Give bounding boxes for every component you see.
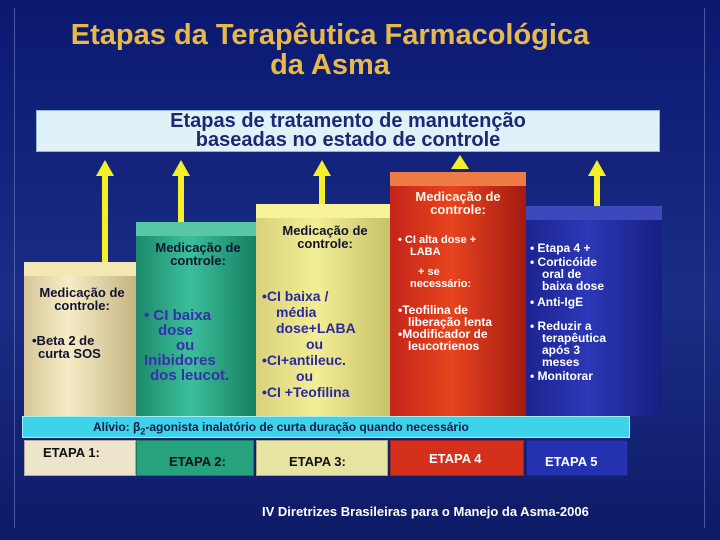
step-3-label: ETAPA 3: [256,440,388,476]
arrow-step-3 [313,160,331,204]
step-5-label: ETAPA 5 [526,440,628,476]
maintenance-banner [36,110,660,152]
slide-title-line-1: Etapas da Terapêutica Farmacológica [70,19,590,51]
step-5-body: • Etapa 4 + • Corticóide oral de baixa dose • Anti-IgE • Reduzir a terapêutica após 3 meses • Monitorar [530,241,607,383]
step-2-header: Medicação de controle: [155,240,241,268]
arrow-step-2 [172,160,190,222]
frame-line-right [704,8,705,528]
step-4-header: Medicação de controle: [415,189,501,217]
step-1-column [24,262,136,416]
step-3-header: Medicação de controle: [282,223,368,251]
relief-subscript: 2 [140,426,146,437]
relief-suffix: -agonista inalatório de curta duração quando necessário [145,420,469,434]
banner-line-2: baseadas no estado de controle [195,129,501,151]
relief-bar [22,416,630,438]
step-4-column [390,172,526,416]
step-2-label: ETAPA 2: [136,440,254,476]
slide-title [0,20,660,80]
step-1-header: Medicação de controle: [39,285,125,313]
step-2-body: • CI baixa dose ou Inibidores dos leucot. [144,307,230,384]
arrow-step-4 [451,155,469,172]
step-2-column [136,222,256,416]
step-1-body: •Beta 2 de curta SOS [32,333,101,361]
footer-citation: IV Diretrizes Brasileiras para o Manejo da Asma-2006 [262,504,589,519]
slide-title-line-2: da Asma [270,49,390,81]
step-5-column [526,206,662,416]
step-4-body: • CI alta dose + LABA + se necessário: •Teofilina de liberação lenta •Modificador de leucotrienos [398,234,493,353]
arrow-step-5 [588,160,606,206]
step-1-label: ETAPA 1: [24,440,136,476]
frame-line-left [14,8,15,528]
arrow-step-1 [96,160,114,262]
relief-prefix: Alívio: [93,420,134,434]
relief-symbol: β [133,420,141,434]
step-3-body: •CI baixa / média dose+LABA ou •CI+antileuc. ou •CI +Teofilina [262,288,356,400]
banner-line-1: Etapas de tratamento de manutenção [170,110,526,132]
step-4-label: ETAPA 4 [390,440,524,476]
step-3-column [256,204,390,416]
